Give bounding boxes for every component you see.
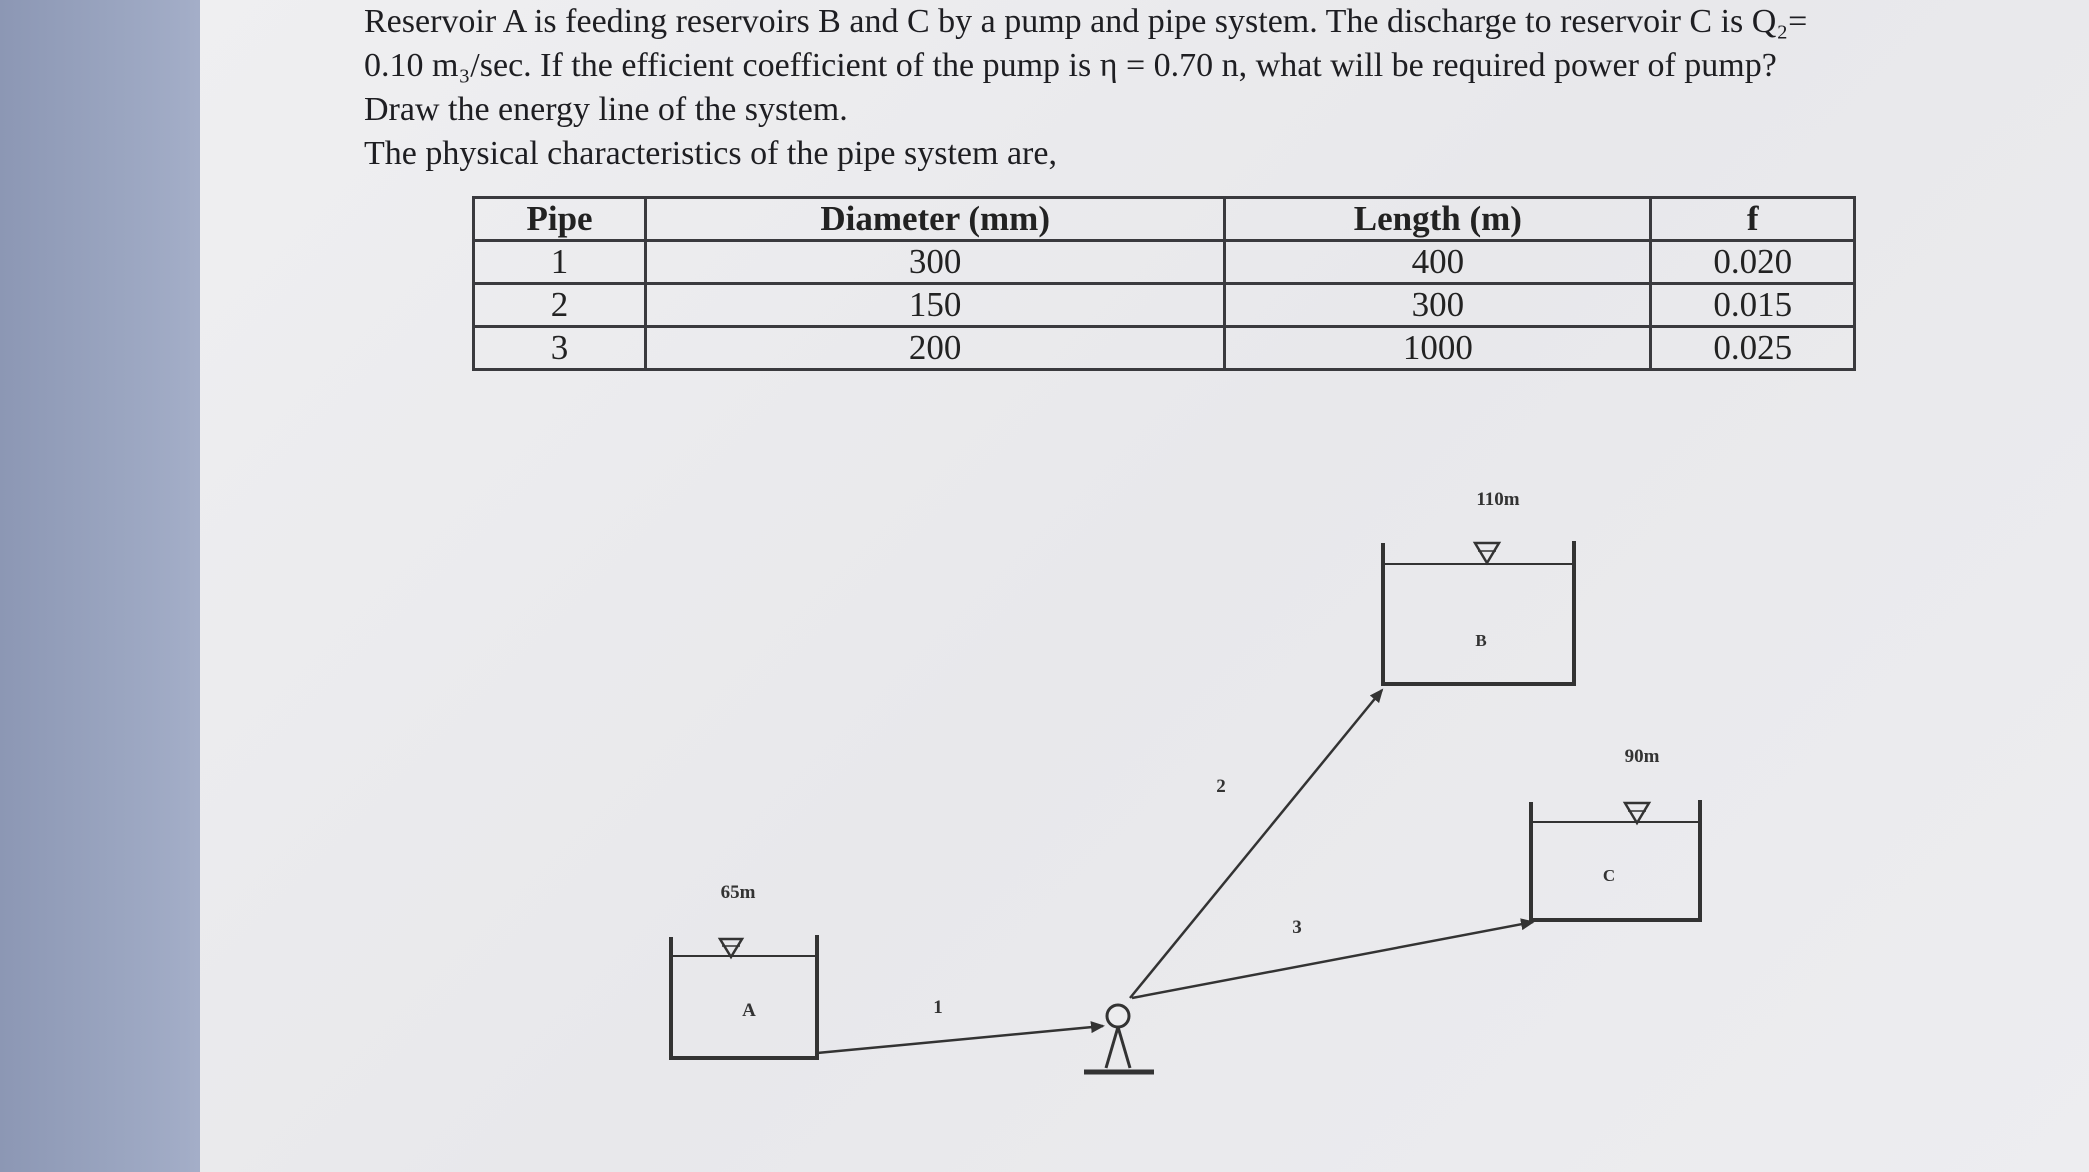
reservoir-a-label: A <box>742 1000 756 1021</box>
reservoir-b <box>1383 489 1574 684</box>
reservoir-b-label: B <box>1475 631 1487 650</box>
header-diameter: Diameter (mm) <box>646 198 1225 241</box>
pipe-3-label: 3 <box>1292 917 1302 938</box>
cell-pipe: 2 <box>474 284 646 327</box>
problem-line-1: Reservoir A is feeding reservoirs B and C by a pump and pipe system. The discharge to reservoir C is Q₂= <box>364 3 1808 40</box>
pump-icon <box>1084 1005 1154 1072</box>
water-level-icon <box>720 939 742 957</box>
reservoir-c <box>1531 746 1700 920</box>
cell-friction-factor: 0.020 <box>1651 241 1855 284</box>
reservoir-c-elevation: 90m <box>1624 746 1660 767</box>
problem-line-3: Draw the energy line of the system. <box>364 91 848 128</box>
header-length: Length (m) <box>1225 198 1651 241</box>
reservoir-b-elevation: 110m <box>1476 489 1520 510</box>
cell-pipe: 1 <box>474 241 646 284</box>
water-level-icon <box>1475 543 1499 563</box>
reservoir-a <box>671 882 817 1058</box>
pipe-3 <box>1132 922 1533 998</box>
cell-pipe: 3 <box>474 327 646 370</box>
cell-diameter: 200 <box>646 327 1225 370</box>
pipe-1 <box>817 1026 1103 1053</box>
cell-friction-factor: 0.025 <box>1651 327 1855 370</box>
reservoir-a-elevation: 65m <box>720 882 756 903</box>
reservoir-c-label: C <box>1602 866 1616 885</box>
cell-friction-factor: 0.015 <box>1651 284 1855 327</box>
problem-line-4: The physical characteristics of the pipe system are, <box>364 135 1057 172</box>
cell-length: 400 <box>1225 241 1651 284</box>
cell-length: 1000 <box>1225 327 1651 370</box>
header-pipe: Pipe <box>474 198 646 241</box>
cell-diameter: 150 <box>646 284 1225 327</box>
pipe-2 <box>1130 690 1382 998</box>
water-level-icon <box>1625 803 1649 823</box>
cell-diameter: 300 <box>646 241 1225 284</box>
pipe-1-label: 1 <box>933 997 943 1018</box>
cell-length: 300 <box>1225 284 1651 327</box>
problem-line-2: 0.10 m₃/sec. If the efficient coefficient of the pump is η = 0.70 n, what will be required power of pump? <box>364 47 1777 84</box>
header-friction-factor: f <box>1651 198 1855 241</box>
pipe-2-label: 2 <box>1216 776 1226 797</box>
